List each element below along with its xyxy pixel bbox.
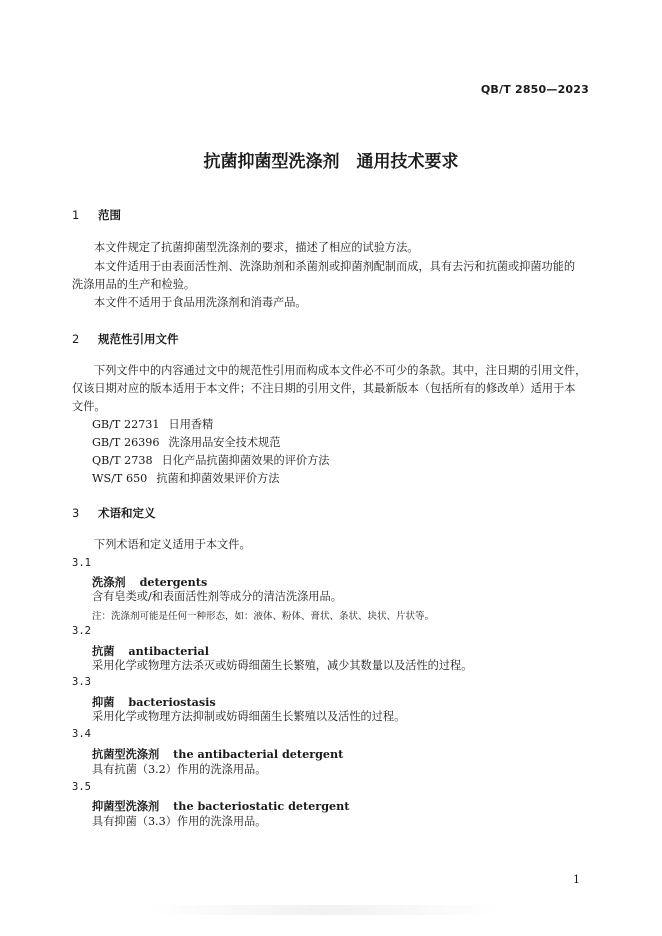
scope-paragraph-1: 本文件规定了抗菌抑菌型洗涤剂的要求，描述了相应的试验方法。 — [94, 241, 419, 254]
references-intro-line-2: 仅该日期对应的版本适用于本文件；不注日期的引用文件，其最新版本（包括所有的修改单）适用于本 — [72, 382, 576, 395]
section-1-heading — [72, 207, 121, 223]
reference-code: GB/T 22731 — [92, 418, 160, 431]
term-number: 3.5 — [72, 781, 91, 793]
section-2-heading — [72, 331, 179, 347]
reference-title: 抗菌和抑菌效果评价方法 — [156, 472, 280, 485]
term-en: the bacteriostatic detergent — [173, 799, 350, 813]
section-3-heading — [72, 505, 156, 521]
section-number: 3 — [72, 506, 80, 520]
term-number: 3.1 — [72, 557, 91, 569]
section-title: 术语和定义 — [98, 506, 156, 520]
references-intro-line-1: 下列文件中的内容通过文中的规范性引用而构成本文件必不可少的条款。其中，注日期的引用文件， — [94, 364, 587, 377]
page-number: 1 — [573, 873, 580, 886]
term-zh: 抗菌 — [92, 644, 115, 658]
reference-title: 日化产品抗菌抑菌效果的评价方法 — [161, 454, 330, 467]
term-zh: 抑菌型洗涤剂 — [92, 799, 160, 813]
term-note: 注：洗涤剂可能是任何一种形态，如：液体、粉体、膏状、条状、块状、片状等。 — [92, 611, 435, 622]
references-intro-line-3: 文件。 — [72, 400, 106, 413]
section-number: 1 — [72, 208, 80, 222]
reference-item — [92, 470, 279, 486]
term-heading — [92, 746, 343, 762]
term-zh: 抑菌 — [92, 695, 115, 709]
reference-code: WS/T 650 — [92, 472, 148, 485]
term-heading — [92, 798, 349, 814]
reference-item — [92, 434, 280, 450]
footer-scan-smudge — [150, 905, 500, 915]
term-definition: 采用化学或物理方法抑制或妨碍细菌生长繁殖以及活性的过程。 — [92, 710, 406, 723]
term-en: bacteriostasis — [128, 695, 216, 709]
term-number: 3.4 — [72, 728, 91, 740]
term-en: antibacterial — [128, 644, 210, 658]
reference-title: 日用香精 — [168, 418, 214, 431]
scope-paragraph-3: 本文件不适用于食品用洗涤剂和消毒产品。 — [94, 296, 307, 309]
reference-code: GB/T 26396 — [92, 436, 160, 449]
scope-paragraph-2-line-1: 本文件适用于由表面活性剂、洗涤助剂和杀菌剂或抑菌剂配制而成，具有去污和抗菌或抑菌功能的 — [94, 260, 576, 273]
section-title: 规范性引用文件 — [98, 332, 179, 346]
reference-item — [92, 416, 213, 432]
term-definition: 具有抑菌（3.3）作用的洗涤用品。 — [92, 815, 267, 828]
term-number: 3.3 — [72, 676, 91, 688]
term-number: 3.2 — [72, 625, 91, 637]
term-definition: 含有皂类或/和表面活性剂等成分的清洁洗涤用品。 — [92, 590, 342, 603]
scope-paragraph-2-line-2: 洗涤用品的生产和检验。 — [72, 278, 196, 291]
reference-code: QB/T 2738 — [92, 454, 153, 467]
section-title: 范围 — [98, 208, 121, 222]
standard-number: QB/T 2850—2023 — [480, 83, 589, 96]
reference-item — [92, 452, 329, 468]
term-zh: 洗涤剂 — [92, 575, 126, 589]
section-number: 2 — [72, 332, 80, 346]
term-definition: 采用化学或物理方法杀灭或妨碍细菌生长繁殖，减少其数量以及活性的过程。 — [92, 659, 473, 672]
reference-title: 洗涤用品安全技术规范 — [168, 436, 281, 449]
term-en: the antibacterial detergent — [173, 747, 344, 761]
term-zh: 抗菌型洗涤剂 — [92, 747, 160, 761]
document-title: 抗菌抑菌型洗涤剂 通用技术要求 — [203, 152, 459, 172]
term-en: detergents — [139, 575, 208, 589]
terms-intro: 下列术语和定义适用于本文件。 — [94, 538, 251, 551]
term-definition: 具有抗菌（3.2）作用的洗涤用品。 — [92, 763, 267, 776]
